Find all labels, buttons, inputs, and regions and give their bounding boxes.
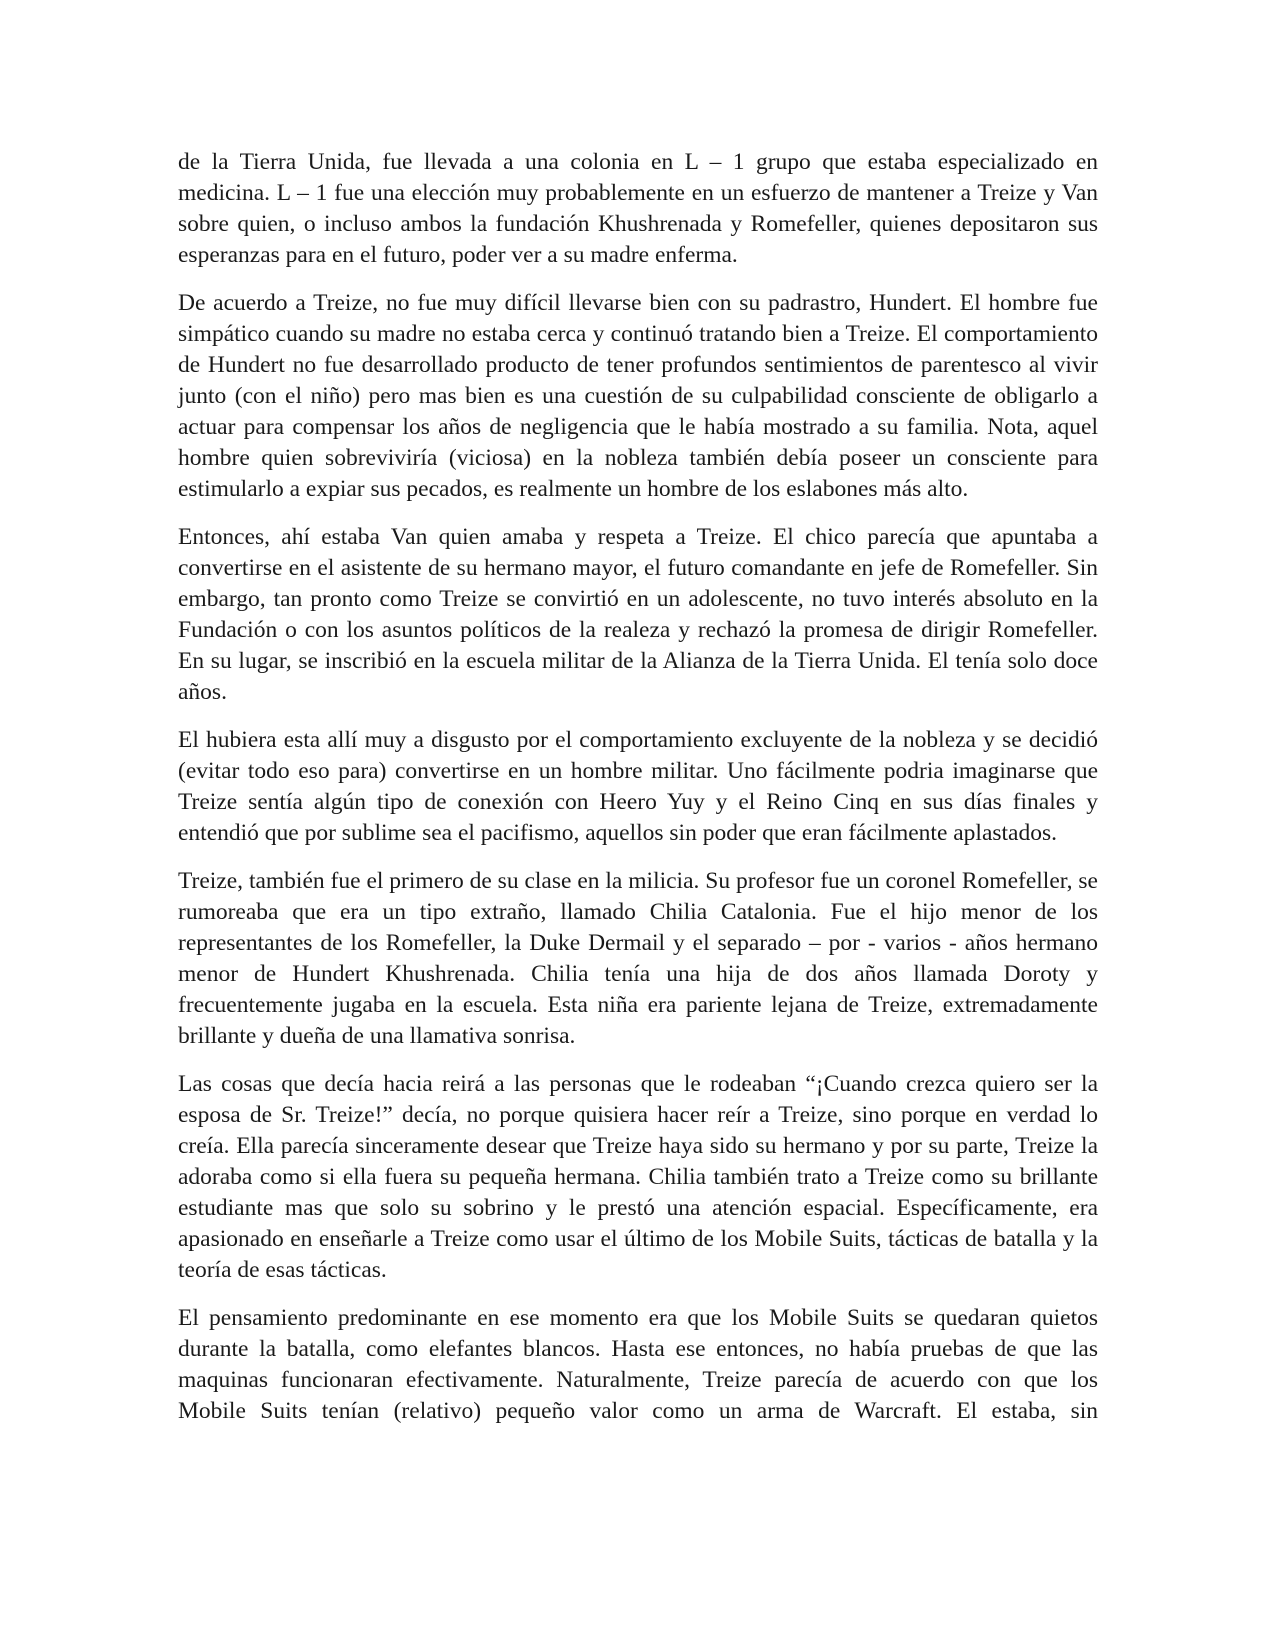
paragraph-2: De acuerdo a Treize, no fue muy difícil llevarse bien con su padrastro, Hundert. El hombre fue simpático cuando su madre no estaba cerca y continuó tratando bien a Treize. El comportamiento de Hundert no fue desarrollado producto de tener profundos sentimientos de parentesco al vivir junto (con el niño) pero mas bien es una cuestión de su culpabilidad consciente de obligarlo a actuar para compensar los años de negligencia que le había mostrado a su familia. Nota, aquel hombre quien sobreviviría (viciosa) en la nobleza también debía poseer un consciente para estimularlo a expiar sus pecados, es realmente un hombre de los eslabones más alto. [178,290,1098,502]
paragraph-6: Las cosas que decía hacia reirá a las personas que le rodeaban “¡Cuando crezca quiero ser la esposa de Sr. Treize!” decía, no porque quisiera hacer reír a Treize, sino porque en verdad lo creía. Ella parecía sinceramente desear que Treize haya sido su hermano y por su parte, Treize la adoraba como si ella fuera su pequeña hermana. Chilia también trato a Treize como su brillante estudiante mas que solo su sobrino y le prestó una atención espacial. Específicamente, era apasionado en enseñarle a Treize como usar el último de los Mobile Suits, tácticas de batalla y la teoría de esas tácticas. [178,1071,1098,1283]
paragraph-3: Entonces, ahí estaba Van quien amaba y respeta a Treize. El chico parecía que apuntaba a convertirse en el asistente de su hermano mayor, el futuro comandante en jefe de Romefeller. Sin embargo, tan pronto como Treize se convirtió en un adolescente, no tuvo interés absoluto en la Fundación o con los asuntos políticos de la realeza y rechazó la promesa de dirigir Romefeller. En su lugar, se inscribió en la escuela militar de la Alianza de la Tierra Unida. El tenía solo doce años. [178,524,1098,705]
paragraph-7: El pensamiento predominante en ese momento era que los Mobile Suits se quedaran quietos durante la batalla, como elefantes blancos. Hasta ese entonces, no había pruebas de que las maquinas funcionaran efectivamente. Naturalmente, Treize parecía de acuerdo con que los Mobile Suits tenían (relativo) pequeño valor como un arma de Warcraft. El estaba, sin [178,1305,1098,1424]
document-body [178,147,1098,1444]
paragraph-4: El hubiera esta allí muy a disgusto por el comportamiento excluyente de la nobleza y se decidió (evitar todo eso para) convertirse en un hombre militar. Uno fácilmente podria imaginarse que Treize sentía algún tipo de conexión con Heero Yuy y el Reino Cinq en sus días finales y entendió que por sublime sea el pacifismo, aquellos sin poder que eran fácilmente aplastados. [178,727,1098,846]
paragraph-1: de la Tierra Unida, fue llevada a una colonia en L – 1 grupo que estaba especializado en medicina. L – 1 fue una elección muy probablemente en un esfuerzo de mantener a Treize y Van sobre quien, o incluso ambos la fundación Khushrenada y Romefeller, quienes depositaron sus esperanzas para en el futuro, poder ver a su madre enferma. [178,149,1098,268]
paragraph-5: Treize, también fue el primero de su clase en la milicia. Su profesor fue un coronel Romefeller, se rumoreaba que era un tipo extraño, llamado Chilia Catalonia. Fue el hijo menor de los representantes de los Romefeller, la Duke Dermail y el separado – por - varios - años hermano menor de Hundert Khushrenada. Chilia tenía una hija de dos años llamada Doroty y frecuentemente jugaba en la escuela. Esta niña era pariente lejana de Treize, extremadamente brillante y dueña de una llamativa sonrisa. [178,868,1098,1049]
